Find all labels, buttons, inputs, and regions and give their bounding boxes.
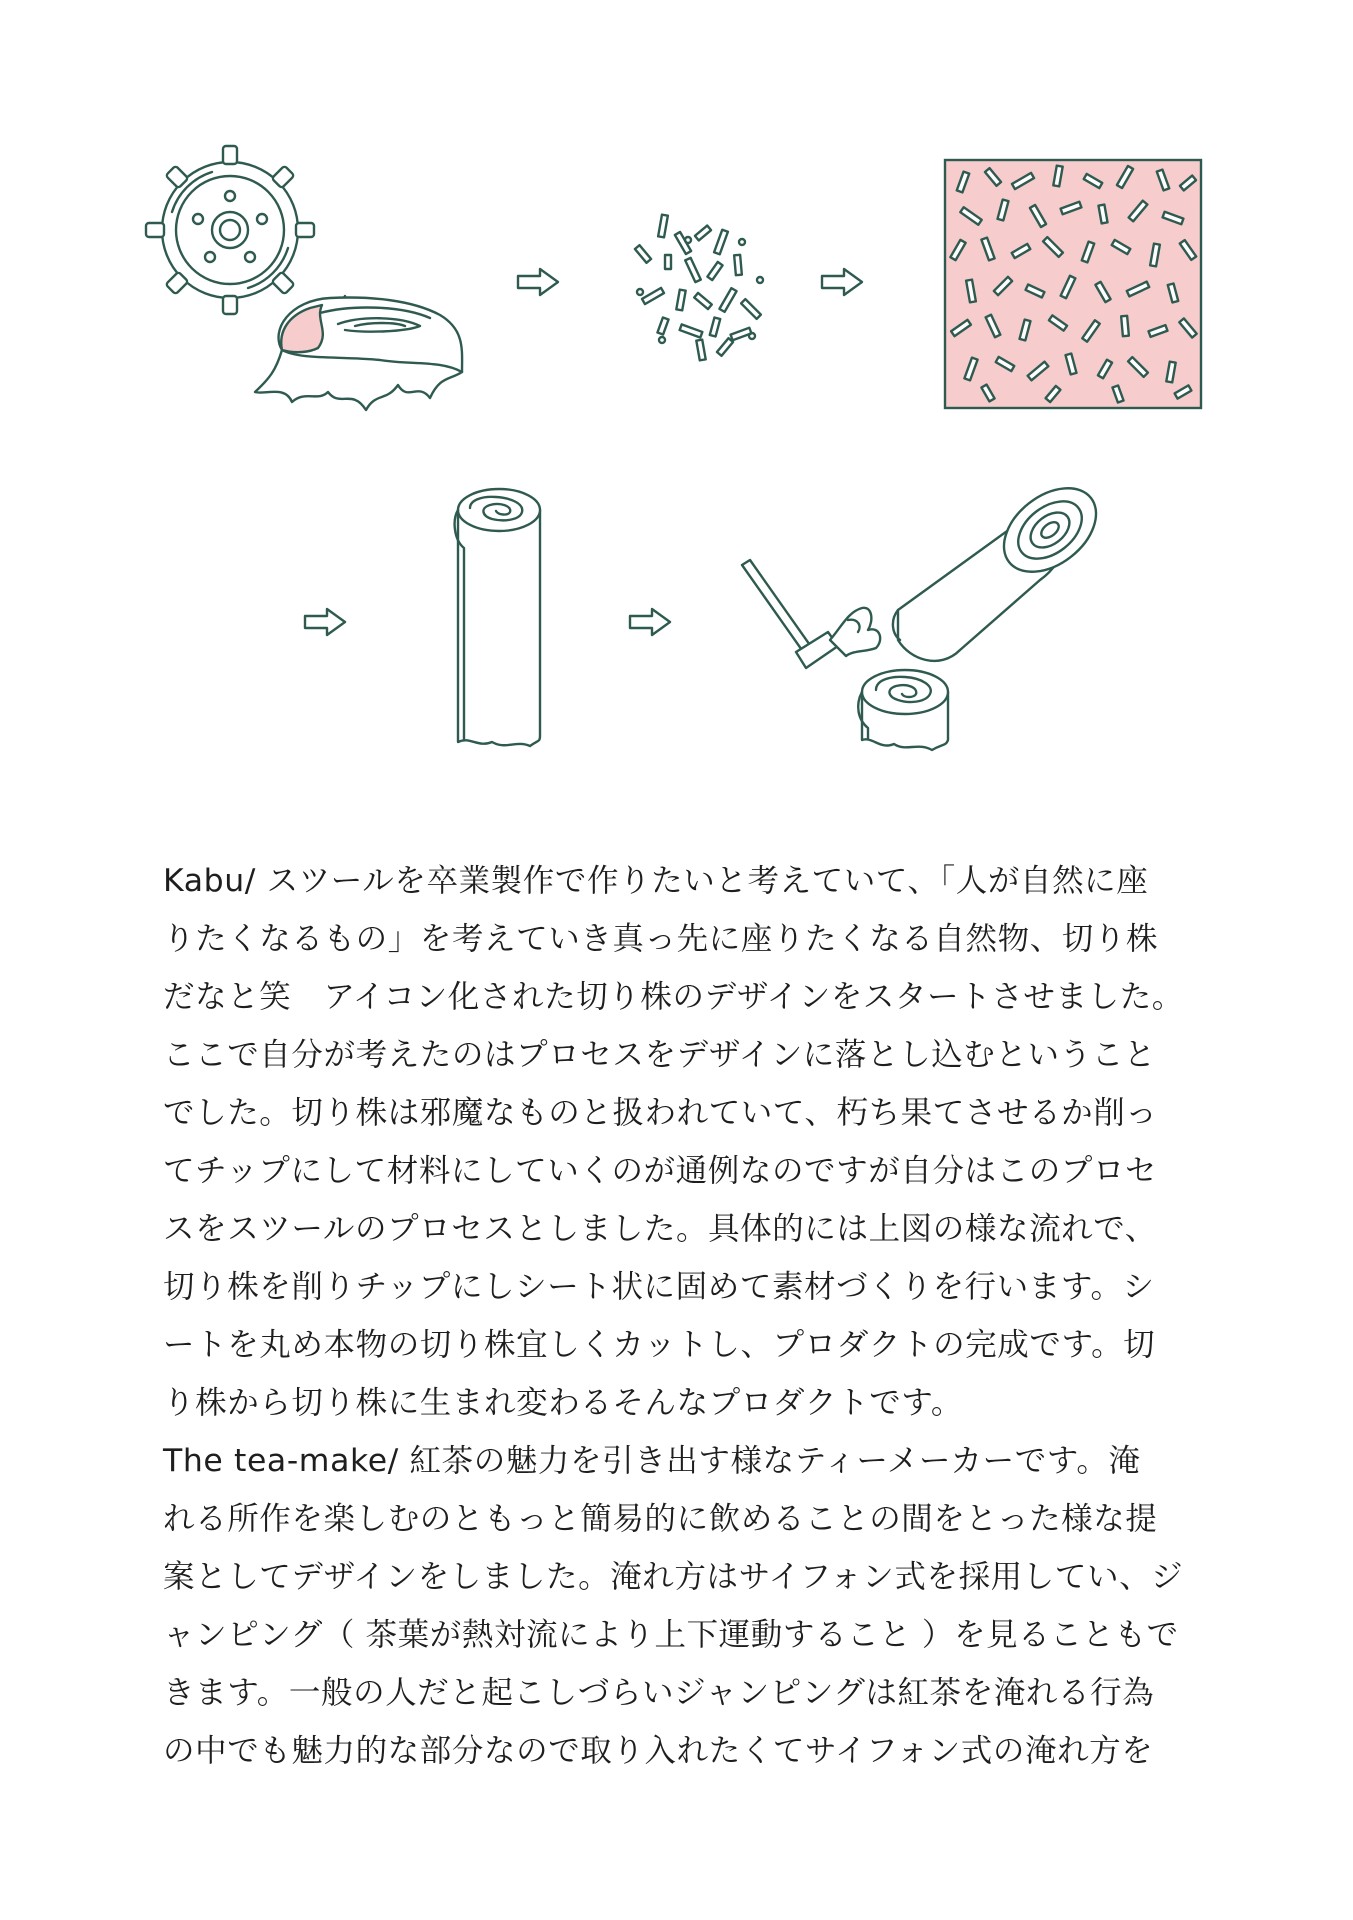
tree-stump-icon [255,296,462,410]
paragraph-line: てチップにして材料にしていくのが通例なのですが自分はこのプロセ [163,1153,1158,1189]
pressed-sheet-icon [945,160,1201,408]
arrow-icon [518,269,558,295]
process-diagram [0,0,1353,800]
paragraph-line: の中でも魅力的な部分なので取り入れたくてサイフォン式の淹れ方を [163,1733,1154,1769]
paragraph-line: でした。切り株は邪魔なものと扱われていて、朽ち果てさせるか削っ [163,1095,1158,1131]
chipper-wheel-icon [146,146,314,314]
rolled-sheet-icon [455,489,540,746]
paragraph-line: きます。一般の人だと起こしづらいジャンピングは紅茶を淹れる行為 [163,1675,1155,1711]
paragraph-line: り株から切り株に生まれ変わるそんなプロダクトです。 [163,1385,963,1421]
paragraph-line: 切り株を削りチップにしシート状に固めて素材づくりを行います。シ [163,1269,1155,1305]
paragraph-line: ャンピング（ 茶葉が熱対流により上下運動すること ）を見ることもで [163,1617,1179,1653]
paragraph-line: れる所作を楽しむのともっと簡易的に飲めることの間をとった様な提 [163,1501,1158,1537]
paragraph-line: The tea-make/ 紅茶の魅力を引き出す様なティーメーカーです。淹 [163,1443,1141,1479]
arrow-icon [305,609,345,635]
arrow-icon [822,269,862,295]
paragraph-line: 案としてデザインをしました。淹れ方はサイフォン式を採用してい、ジ [163,1559,1184,1595]
paragraph-line: ートを丸め本物の切り株宜しくカットし、プロダクトの完成です。切 [163,1327,1156,1363]
cut-stump-stool-icon [858,670,948,750]
paragraph-line: ここで自分が考えたのはプロセスをデザインに落とし込むということ [163,1037,1156,1073]
log-section-icon [893,471,1112,661]
arrow-icon [630,609,670,635]
wood-chips-icon [635,215,763,361]
paragraph-line: だなと笑 アイコン化された切り株のデザインをスタートさせました。 [163,979,1184,1015]
saw-icon [742,560,880,668]
paragraph-line: スをスツールのプロセスとしました。具体的には上図の様な流れで、 [163,1211,1157,1247]
body-text [163,852,1198,1780]
paragraph-line: Kabu/ スツールを卒業製作で作りたいと考えていて、「人が自然に座 [163,863,1149,899]
paragraph-line: りたくなるもの」を考えていき真っ先に座りたくなる自然物、切り株 [163,921,1159,957]
